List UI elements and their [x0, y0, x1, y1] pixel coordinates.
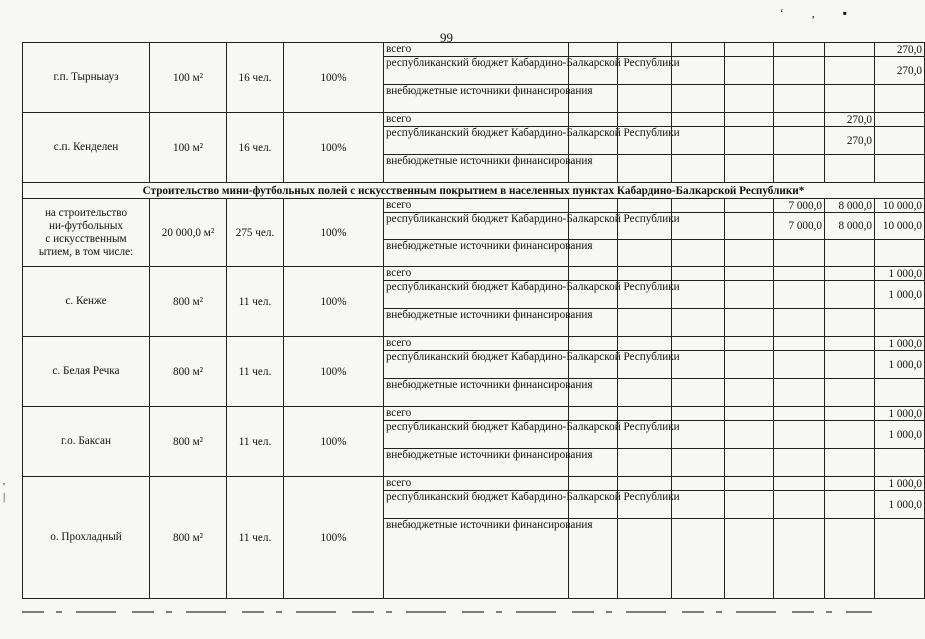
value-cell: 1 000,0: [875, 407, 925, 421]
value-cell: [618, 199, 672, 213]
value-cell: [774, 85, 825, 113]
value-cell: [774, 155, 825, 183]
value-cell: [725, 281, 774, 309]
value-cell: [825, 85, 875, 113]
value-cell: [774, 337, 825, 351]
percent-cell: 100%: [284, 199, 384, 267]
value-cell: [725, 519, 774, 599]
value-cell: [875, 309, 925, 337]
corner-mark-1: ‘,: [779, 6, 843, 20]
value-cell: [725, 309, 774, 337]
value-cell: 1 000,0: [875, 267, 925, 281]
value-cell: [618, 477, 672, 491]
value-cell: [875, 85, 925, 113]
funding-source-label: всего: [384, 113, 569, 127]
people-cell: 11 чел.: [227, 477, 284, 599]
funding-source-label: внебюджетные источники финансирования: [384, 309, 569, 337]
value-cell: [725, 477, 774, 491]
value-cell: [825, 281, 875, 309]
value-cell: [725, 57, 774, 85]
value-cell: [618, 379, 672, 407]
area-cell: 100 м²: [150, 113, 227, 183]
budget-table: [22, 42, 925, 599]
funding-source-label: всего: [384, 267, 569, 281]
value-cell: 270,0: [825, 113, 875, 127]
table-body-bottom: [23, 199, 925, 599]
value-cell: [875, 155, 925, 183]
value-cell: [774, 240, 825, 267]
value-cell: [725, 379, 774, 407]
value-cell: [774, 281, 825, 309]
locality-name: г.о. Баксан: [23, 407, 150, 477]
value-cell: [672, 407, 725, 421]
funding-source-label: республиканский бюджет Кабардино-Балкарской Республики: [384, 421, 569, 449]
value-cell: 270,0: [875, 43, 925, 57]
value-cell: [672, 309, 725, 337]
value-cell: [825, 351, 875, 379]
value-cell: [725, 407, 774, 421]
value-cell: [618, 43, 672, 57]
value-cell: [875, 127, 925, 155]
value-cell: [725, 43, 774, 57]
percent-cell: 100%: [284, 43, 384, 113]
value-cell: [672, 85, 725, 113]
value-cell: [618, 519, 672, 599]
value-cell: [569, 43, 618, 57]
value-cell: [725, 155, 774, 183]
value-cell: [672, 379, 725, 407]
funding-source-label: всего: [384, 477, 569, 491]
locality-name: с.п. Кенделен: [23, 113, 150, 183]
table-row: [23, 43, 925, 57]
people-cell: 16 чел.: [227, 43, 284, 113]
value-cell: [672, 267, 725, 281]
value-cell: [725, 113, 774, 127]
value-cell: 7 000,0: [774, 199, 825, 213]
value-cell: [725, 85, 774, 113]
value-cell: [672, 449, 725, 477]
value-cell: [725, 127, 774, 155]
value-cell: [725, 421, 774, 449]
funding-source-label: внебюджетные источники финансирования: [384, 155, 569, 183]
value-cell: [875, 449, 925, 477]
corner-marks: [780, 6, 875, 21]
value-cell: [725, 267, 774, 281]
value-cell: [618, 113, 672, 127]
value-cell: [725, 449, 774, 477]
value-cell: [725, 337, 774, 351]
value-cell: [875, 519, 925, 599]
value-cell: [569, 337, 618, 351]
value-cell: [875, 379, 925, 407]
value-cell: [618, 407, 672, 421]
people-cell: 11 чел.: [227, 407, 284, 477]
value-cell: [672, 43, 725, 57]
locality-name: с. Белая Речка: [23, 337, 150, 407]
value-cell: 270,0: [825, 127, 875, 155]
table-row: [23, 199, 925, 213]
value-cell: 8 000,0: [825, 213, 875, 240]
value-cell: [569, 477, 618, 491]
funding-source-label: внебюджетные источники финансирования: [384, 519, 569, 599]
value-cell: [825, 421, 875, 449]
value-cell: [825, 519, 875, 599]
value-cell: [875, 240, 925, 267]
funding-source-label: республиканский бюджет Кабардино-Балкарской Республики: [384, 127, 569, 155]
value-cell: [672, 199, 725, 213]
funding-source-label: внебюджетные источники финансирования: [384, 85, 569, 113]
value-cell: [825, 309, 875, 337]
value-cell: 1 000,0: [875, 281, 925, 309]
value-cell: 8 000,0: [825, 199, 875, 213]
value-cell: [618, 309, 672, 337]
table-row: [23, 113, 925, 127]
value-cell: [825, 337, 875, 351]
funding-source-label: республиканский бюджет Кабардино-Балкарской Республики: [384, 57, 569, 85]
area-cell: 20 000,0 м²: [150, 199, 227, 267]
value-cell: [569, 267, 618, 281]
area-cell: 800 м²: [150, 407, 227, 477]
value-cell: 1 000,0: [875, 491, 925, 519]
value-cell: [774, 519, 825, 599]
value-cell: [774, 421, 825, 449]
funding-source-label: всего: [384, 43, 569, 57]
bottom-dash-line: [22, 608, 872, 618]
value-cell: [725, 199, 774, 213]
funding-source-label: всего: [384, 407, 569, 421]
value-cell: [774, 477, 825, 491]
value-cell: [672, 240, 725, 267]
percent-cell: 100%: [284, 267, 384, 337]
value-cell: [672, 113, 725, 127]
value-cell: [774, 267, 825, 281]
section-row: [23, 183, 925, 199]
value-cell: [825, 477, 875, 491]
section-header-body: [23, 183, 925, 199]
value-cell: [618, 85, 672, 113]
people-cell: 11 чел.: [227, 337, 284, 407]
value-cell: [825, 407, 875, 421]
value-cell: [774, 449, 825, 477]
people-cell: 11 чел.: [227, 267, 284, 337]
value-cell: [875, 113, 925, 127]
locality-name: г.п. Тырныауз: [23, 43, 150, 113]
value-cell: [569, 407, 618, 421]
value-cell: [774, 379, 825, 407]
percent-cell: 100%: [284, 477, 384, 599]
funding-source-label: внебюджетные источники финансирования: [384, 240, 569, 267]
value-cell: [825, 240, 875, 267]
value-cell: [672, 519, 725, 599]
area-cell: 800 м²: [150, 477, 227, 599]
value-cell: 1 000,0: [875, 351, 925, 379]
value-cell: [825, 449, 875, 477]
value-cell: [774, 351, 825, 379]
people-cell: 16 чел.: [227, 113, 284, 183]
value-cell: [774, 407, 825, 421]
value-cell: [672, 155, 725, 183]
value-cell: [825, 379, 875, 407]
value-cell: 10 000,0: [875, 213, 925, 240]
value-cell: [569, 113, 618, 127]
value-cell: [725, 240, 774, 267]
value-cell: [774, 491, 825, 519]
area-cell: 800 м²: [150, 337, 227, 407]
value-cell: [774, 113, 825, 127]
value-cell: [672, 337, 725, 351]
locality-name: на строительство ни-футбольных с искусственным ытием, в том числе:: [23, 199, 150, 267]
percent-cell: 100%: [284, 407, 384, 477]
value-cell: 1 000,0: [875, 337, 925, 351]
value-cell: [825, 267, 875, 281]
area-cell: 800 м²: [150, 267, 227, 337]
percent-cell: 100%: [284, 337, 384, 407]
value-cell: [825, 43, 875, 57]
value-cell: [618, 240, 672, 267]
left-margin-marks: ' |: [3, 481, 6, 503]
value-cell: 270,0: [875, 57, 925, 85]
value-cell: [774, 127, 825, 155]
value-cell: [618, 267, 672, 281]
value-cell: [825, 57, 875, 85]
value-cell: [825, 155, 875, 183]
value-cell: [825, 491, 875, 519]
value-cell: [618, 337, 672, 351]
funding-source-label: всего: [384, 337, 569, 351]
table-row: [23, 267, 925, 281]
funding-source-label: внебюджетные источники финансирования: [384, 449, 569, 477]
value-cell: 1 000,0: [875, 421, 925, 449]
value-cell: [725, 351, 774, 379]
value-cell: 7 000,0: [774, 213, 825, 240]
table-row: [23, 477, 925, 491]
page-number: 99: [440, 30, 453, 45]
funding-source-label: внебюджетные источники финансирования: [384, 379, 569, 407]
table-row: [23, 337, 925, 351]
value-cell: [618, 449, 672, 477]
value-cell: [725, 213, 774, 240]
value-cell: [774, 43, 825, 57]
percent-cell: 100%: [284, 113, 384, 183]
area-cell: 100 м²: [150, 43, 227, 113]
value-cell: 10 000,0: [875, 199, 925, 213]
locality-name: с. Кенже: [23, 267, 150, 337]
table-row: [23, 407, 925, 421]
value-cell: [618, 155, 672, 183]
locality-name: о. Прохладный: [23, 477, 150, 599]
value-cell: [725, 491, 774, 519]
funding-source-label: республиканский бюджет Кабардино-Балкарской Республики: [384, 491, 569, 519]
funding-source-label: республиканский бюджет Кабардино-Балкарской Республики: [384, 351, 569, 379]
value-cell: 1 000,0: [875, 477, 925, 491]
funding-source-label: республиканский бюджет Кабардино-Балкарской Республики: [384, 281, 569, 309]
table-body-top: [23, 43, 925, 183]
value-cell: [569, 199, 618, 213]
section-title: Строительство мини-футбольных полей с искусственным покрытием в населенных пунктах Кабардино-Балкарской Республики*: [23, 183, 925, 199]
value-cell: [774, 57, 825, 85]
people-cell: 275 чел.: [227, 199, 284, 267]
funding-source-label: республиканский бюджет Кабардино-Балкарской Республики: [384, 213, 569, 240]
corner-mark-2: ▪: [842, 6, 875, 20]
value-cell: [774, 309, 825, 337]
funding-source-label: всего: [384, 199, 569, 213]
value-cell: [672, 477, 725, 491]
